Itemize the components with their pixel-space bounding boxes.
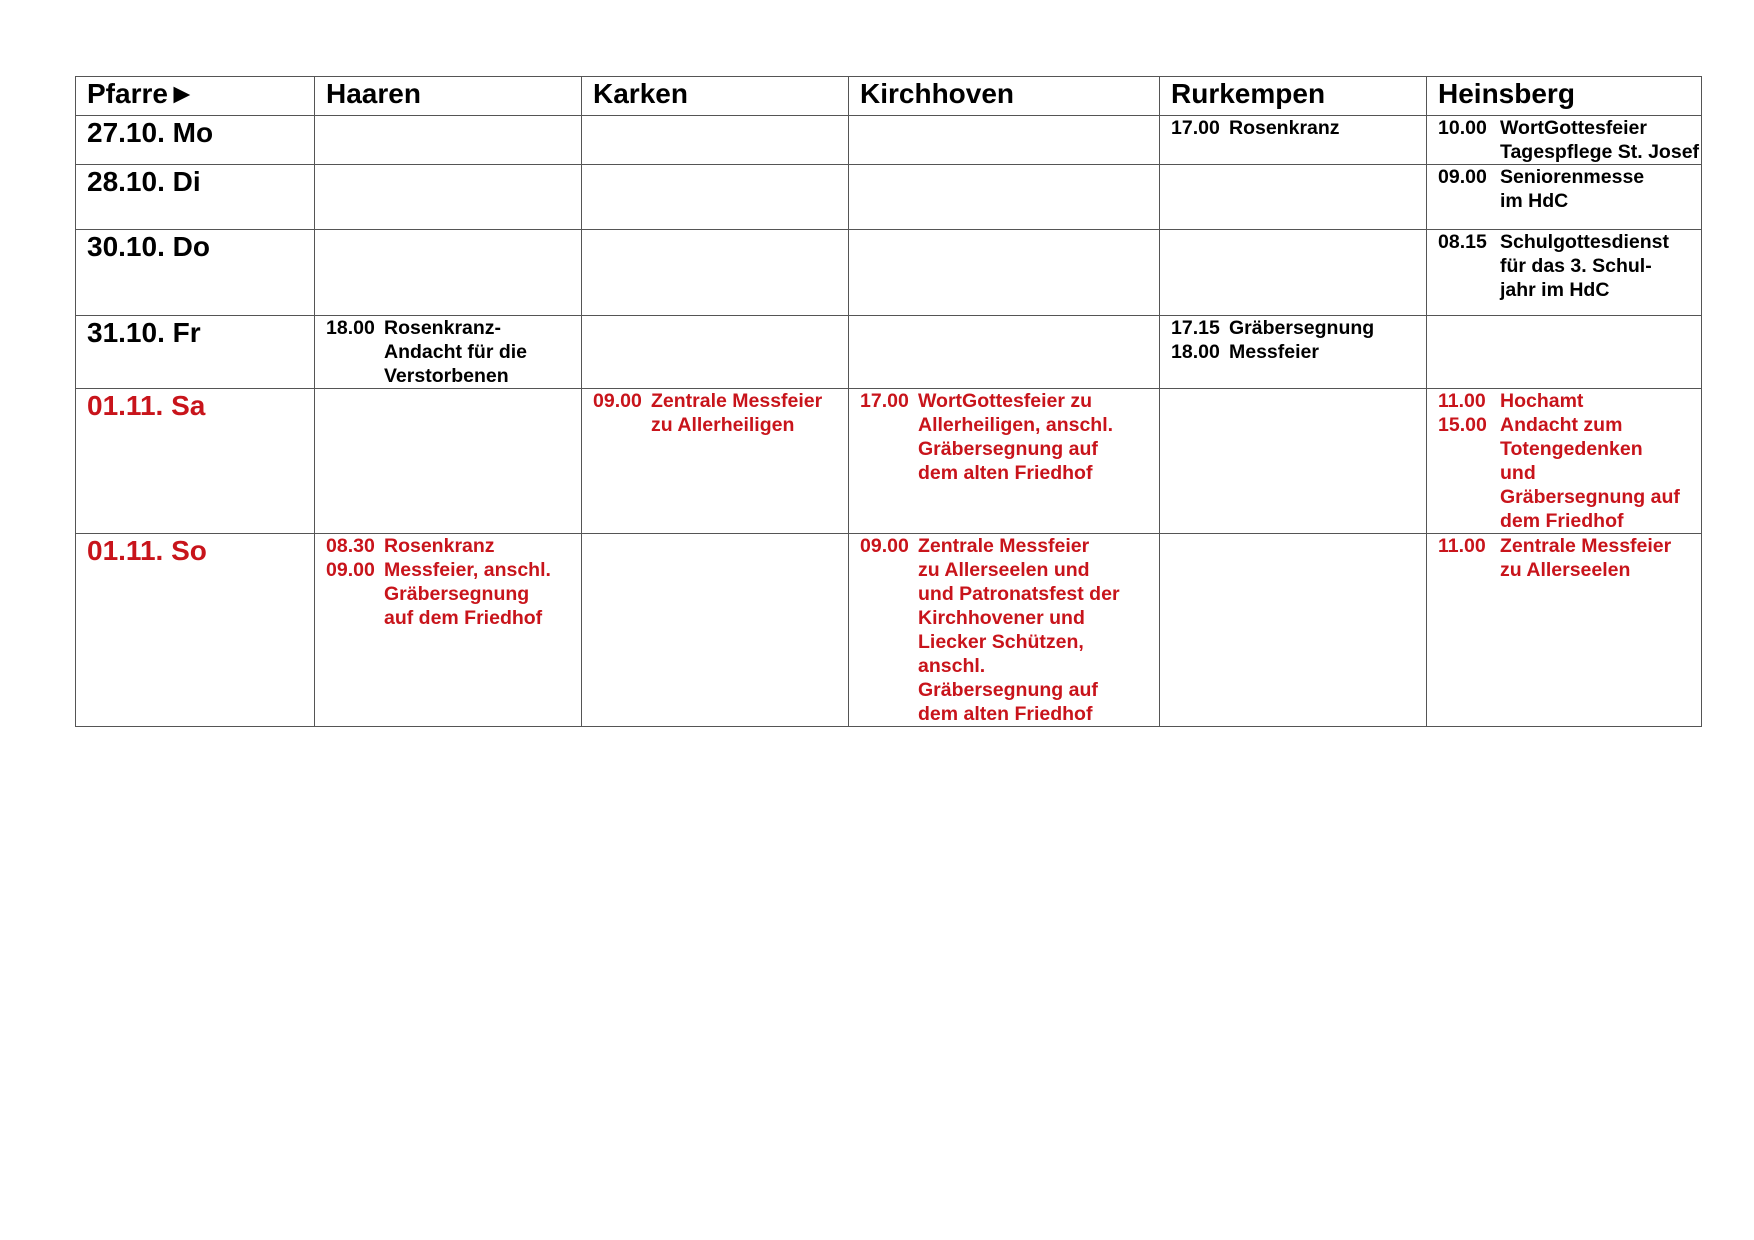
schedule-row (76, 230, 1702, 316)
service-time: 18.00 (326, 317, 375, 339)
description-line: und (1500, 462, 1536, 484)
header-rurkempen: Rurkempen (1160, 77, 1427, 116)
cell-kirchhoven (849, 230, 1160, 316)
cell-rurkempen (1160, 165, 1427, 230)
service-description (1500, 165, 1701, 213)
cell-kirchhoven (849, 534, 1160, 727)
service-entry (1438, 116, 1701, 164)
description-line: auf dem Friedhof (384, 607, 543, 629)
service-description (384, 534, 581, 558)
service-entry (860, 389, 1159, 485)
description-line: zu Allerheiligen (651, 414, 795, 436)
cell-heinsberg (1427, 230, 1702, 316)
cell-heinsberg (1427, 389, 1702, 534)
description-line: Allerheiligen, anschl. (918, 414, 1114, 436)
service-description (1229, 316, 1426, 340)
service-description (384, 316, 581, 388)
cell-karken (582, 534, 849, 727)
cell-rurkempen (1160, 389, 1427, 534)
cell-kirchhoven (849, 116, 1160, 165)
cell-rurkempen (1160, 534, 1427, 727)
description-line: Andacht für die (384, 341, 528, 363)
description-line: anschl. (918, 655, 986, 677)
description-line: WortGottesfeier (1500, 117, 1647, 139)
cell-haaren (315, 534, 582, 727)
service-time: 09.00 (593, 390, 642, 412)
header-haaren: Haaren (315, 77, 582, 116)
description-line: Andacht zum (1500, 414, 1623, 436)
cell-haaren (315, 316, 582, 389)
service-time: 15.00 (1438, 414, 1487, 436)
day-label: 30.10. Do (76, 230, 315, 316)
service-entry (1438, 534, 1701, 582)
service-entry (326, 558, 581, 630)
description-line: zu Allerseelen (1500, 559, 1631, 581)
cell-karken (582, 316, 849, 389)
description-line: Liecker Schützen, (918, 631, 1084, 653)
description-line: im HdC (1500, 190, 1569, 212)
description-line: Gräbersegnung auf (918, 679, 1098, 701)
day-label: 28.10. Di (76, 165, 315, 230)
header-karken: Karken (582, 77, 849, 116)
schedule-row (76, 389, 1702, 534)
service-description (651, 389, 848, 437)
description-line: Schulgottesdienst (1500, 231, 1670, 253)
service-time: 09.00 (326, 559, 375, 581)
cell-heinsberg (1427, 165, 1702, 230)
description-line: Seniorenmesse (1500, 166, 1645, 188)
cell-karken (582, 230, 849, 316)
service-entry (1171, 116, 1426, 140)
cell-karken (582, 165, 849, 230)
description-line: Hochamt (1500, 390, 1584, 412)
service-description (1500, 230, 1701, 302)
description-line: zu Allerseelen und (918, 559, 1090, 581)
header-pfarre: Pfarre► (76, 77, 315, 116)
description-line: Kirchhovener und (918, 607, 1085, 629)
description-line: Messfeier, anschl. (384, 559, 551, 581)
description-line: Zentrale Messfeier (918, 535, 1090, 557)
description-line: Zentrale Messfeier (1500, 535, 1672, 557)
service-description (1500, 116, 1701, 164)
cell-haaren (315, 116, 582, 165)
cell-rurkempen (1160, 316, 1427, 389)
service-time: 17.00 (1171, 117, 1220, 139)
description-line: Gräbersegnung auf (1500, 486, 1680, 508)
cell-haaren (315, 230, 582, 316)
cell-kirchhoven (849, 316, 1160, 389)
service-time: 08.30 (326, 535, 375, 557)
schedule-row (76, 116, 1702, 165)
service-entry (326, 534, 581, 558)
service-time: 11.00 (1438, 390, 1486, 412)
service-time: 09.00 (860, 535, 909, 557)
service-description (1500, 413, 1701, 533)
service-description (384, 558, 581, 630)
service-time: 08.15 (1438, 231, 1487, 253)
service-time: 09.00 (1438, 166, 1487, 188)
cell-haaren (315, 165, 582, 230)
description-line: Gräbersegnung auf (918, 438, 1098, 460)
description-line: WortGottesfeier zu (918, 390, 1093, 412)
description-line: Totengedenken (1500, 438, 1643, 460)
cell-rurkempen (1160, 116, 1427, 165)
service-description (1500, 534, 1701, 582)
description-line: und Patronatsfest der (918, 583, 1120, 605)
service-time: 11.00 (1438, 535, 1486, 557)
description-line: dem alten Friedhof (918, 462, 1093, 484)
description-line: dem Friedhof (1500, 510, 1624, 532)
schedule-row (76, 534, 1702, 727)
service-entry (860, 534, 1159, 726)
description-line: Gräbersegnung (384, 583, 530, 605)
header-heinsberg: Heinsberg (1427, 77, 1702, 116)
cell-heinsberg (1427, 534, 1702, 727)
service-time: 10.00 (1438, 117, 1487, 139)
service-entry (1438, 165, 1701, 213)
cell-haaren (315, 389, 582, 534)
cell-karken (582, 116, 849, 165)
service-description (1229, 116, 1426, 140)
cell-heinsberg (1427, 116, 1702, 165)
service-entry (593, 389, 848, 437)
description-line: Tagespflege St. Josef (1500, 141, 1700, 163)
description-line: Rosenkranz (384, 535, 495, 557)
service-description (918, 534, 1159, 726)
service-schedule-table (75, 76, 1702, 727)
service-description (1229, 340, 1426, 364)
service-entry (1171, 340, 1426, 364)
service-time: 17.00 (860, 390, 909, 412)
service-entry (1438, 389, 1701, 413)
service-description (918, 389, 1159, 485)
description-line: Zentrale Messfeier (651, 390, 823, 412)
cell-karken (582, 389, 849, 534)
day-label: 01.11. Sa (76, 389, 315, 534)
service-entry (1438, 413, 1701, 533)
description-line: Verstorbenen (384, 365, 509, 387)
service-time: 17.15 (1171, 317, 1220, 339)
schedule-row (76, 165, 1702, 230)
schedule-row (76, 316, 1702, 389)
cell-kirchhoven (849, 389, 1160, 534)
day-label: 31.10. Fr (76, 316, 315, 389)
service-time: 18.00 (1171, 341, 1220, 363)
service-entry (326, 316, 581, 388)
header-kirchhoven: Kirchhoven (849, 77, 1160, 116)
day-label: 01.11. So (76, 534, 315, 727)
description-line: Rosenkranz (1229, 117, 1340, 139)
description-line: Gräbersegnung (1229, 317, 1375, 339)
header-row (76, 77, 1702, 116)
description-line: für das 3. Schul- (1500, 255, 1652, 277)
cell-kirchhoven (849, 165, 1160, 230)
day-label: 27.10. Mo (76, 116, 315, 165)
description-line: Messfeier (1229, 341, 1319, 363)
cell-rurkempen (1160, 230, 1427, 316)
service-entry (1438, 230, 1701, 302)
description-line: jahr im HdC (1500, 279, 1610, 301)
description-line: Rosenkranz- (384, 317, 502, 339)
cell-heinsberg (1427, 316, 1702, 389)
service-description (1500, 389, 1701, 413)
description-line: dem alten Friedhof (918, 703, 1093, 725)
service-entry (1171, 316, 1426, 340)
